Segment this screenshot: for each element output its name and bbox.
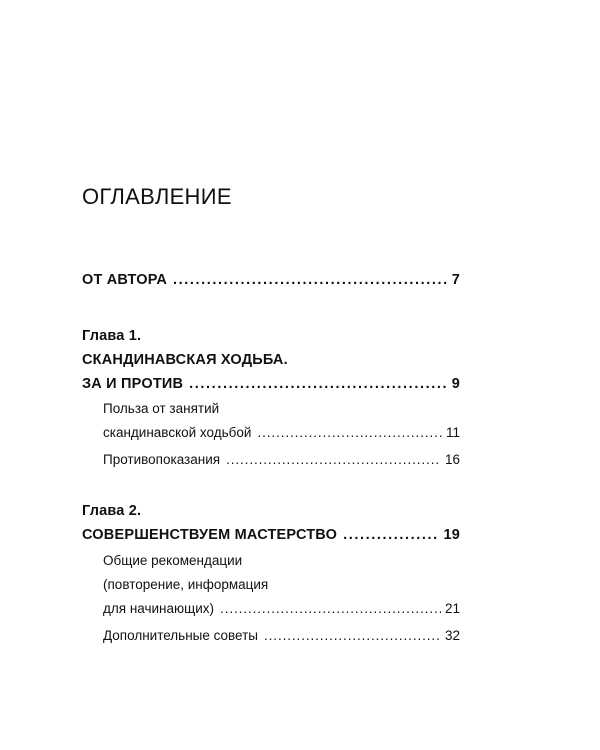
toc-entry-label: скандинавской ходьбой <box>103 425 252 440</box>
dot-leader <box>189 376 448 392</box>
toc-entry-label: ОТ АВТОРА <box>82 272 167 288</box>
chapter-1-heading: Глава 1. <box>82 328 142 344</box>
toc-entry-section-1-2[interactable] <box>103 452 460 467</box>
toc-entry-chapter-1[interactable] <box>82 376 460 392</box>
toc-entry-label: ЗА И ПРОТИВ <box>82 376 184 392</box>
chapter-2-heading: Глава 2. <box>82 503 142 519</box>
toc-page-number: 32 <box>444 628 460 643</box>
toc-entry-section-2-1[interactable] <box>103 601 460 616</box>
section-2-1-line2[interactable]: (повторение, информация <box>103 577 269 592</box>
dot-leader <box>257 425 442 440</box>
toc-entry-from-author[interactable] <box>82 272 460 288</box>
toc-page-number: 11 <box>445 425 460 440</box>
toc-entry-label: для начинающих) <box>103 601 215 616</box>
section-1-1-line1[interactable]: Польза от занятий <box>103 401 220 416</box>
toc-entry-label: Дополнительные советы <box>103 628 258 643</box>
toc-entry-label: СОВЕРШЕНСТВУЕМ МАСТЕРСТВО <box>82 527 338 543</box>
dot-leader <box>343 527 439 543</box>
toc-entry-section-1-1[interactable] <box>103 425 460 440</box>
dot-leader <box>264 628 441 643</box>
dot-leader <box>173 272 448 288</box>
toc-page-number: 16 <box>444 452 460 467</box>
toc-page-number: 21 <box>444 601 460 616</box>
section-2-1-line1[interactable]: Общие рекомендации <box>103 553 243 568</box>
toc-page-number: 9 <box>451 376 460 392</box>
toc-entry-chapter-2[interactable] <box>82 527 460 543</box>
toc-page-number: 7 <box>451 272 460 288</box>
page-title: ОГЛАВЛЕНИЕ <box>82 184 232 209</box>
toc-entry-section-2-2[interactable] <box>103 628 460 643</box>
toc-entry-label: Противопоказания <box>103 452 221 467</box>
toc-page-number: 19 <box>443 527 460 543</box>
dot-leader <box>220 601 441 616</box>
dot-leader <box>226 452 441 467</box>
chapter-1-title-line1[interactable]: СКАНДИНАВСКАЯ ХОДЬБА. <box>82 352 288 368</box>
